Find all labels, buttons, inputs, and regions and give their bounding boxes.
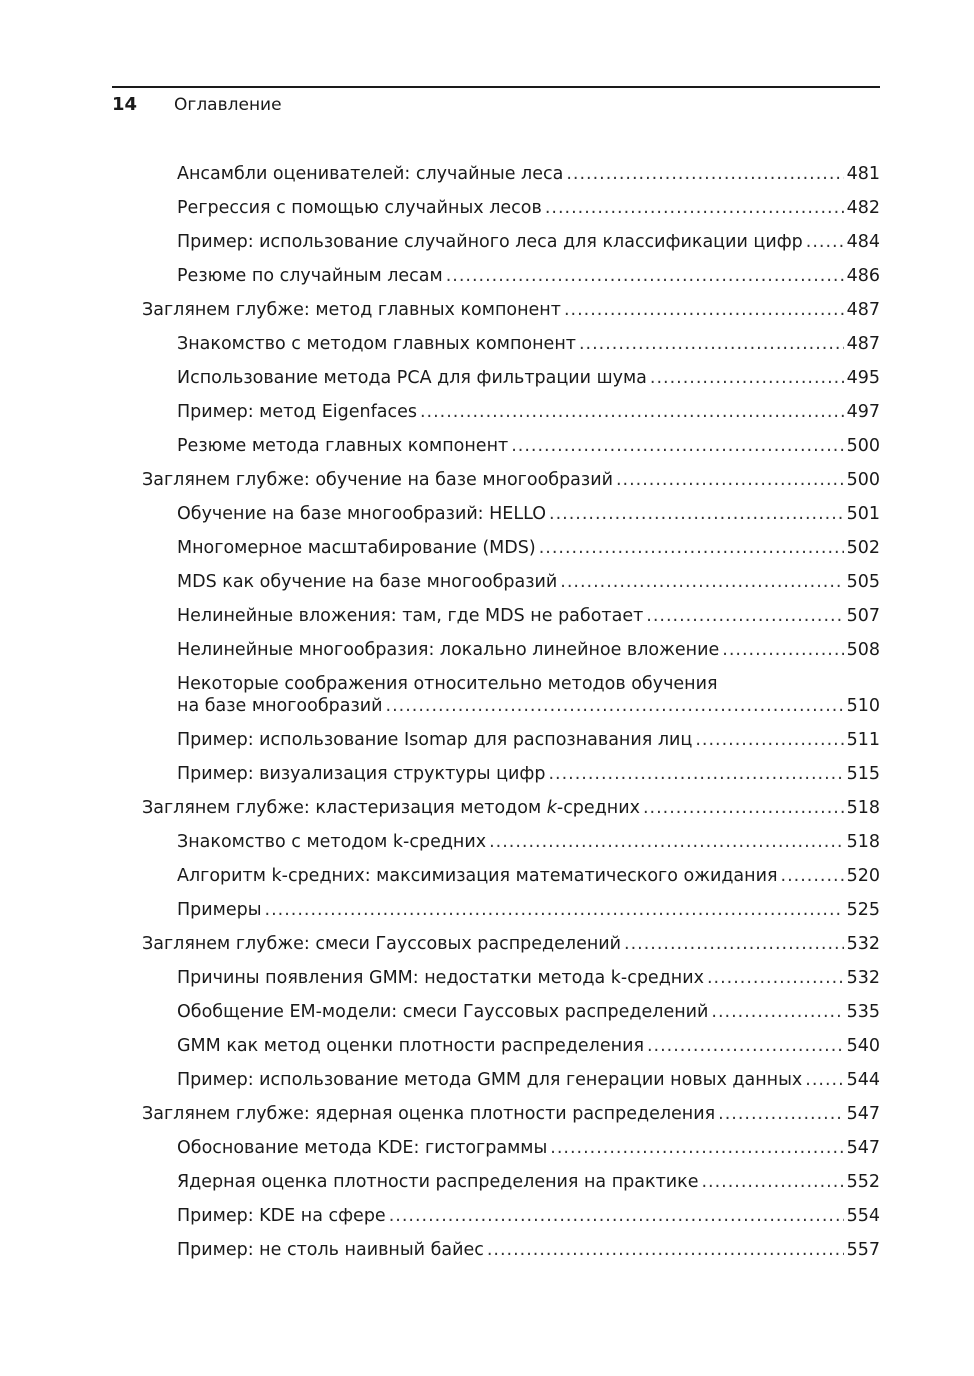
toc-entry-row: [177, 259, 880, 293]
toc-entry-title-prefix: Заглянем глубже: кластеризация методом: [142, 798, 547, 818]
toc-entry-page: 505: [846, 572, 880, 592]
toc-entry-page: 525: [846, 900, 880, 920]
dot-leader: [446, 265, 844, 287]
toc-entry-title: Заглянем глубже: метод главных компонент: [142, 300, 561, 320]
toc-entry-page: 507: [846, 606, 880, 626]
toc-entry-title: Нелинейные многообразия: локально линейное вложение: [177, 640, 720, 660]
toc-subsection-entry[interactable]: [0, 1063, 880, 1097]
toc-entry-row: [177, 531, 880, 565]
running-title: Оглавление: [174, 95, 282, 115]
dot-leader: [579, 333, 844, 355]
dot-leader: [805, 1069, 843, 1091]
toc-subsection-entry[interactable]: [0, 225, 880, 259]
toc-entry-title: Знакомство с методом главных компонент: [177, 334, 576, 354]
toc-entry-page: 501: [846, 504, 880, 524]
toc-entry-title: Обучение на базе многообразий: HELLO: [177, 504, 547, 524]
toc-entry-row: [177, 859, 880, 893]
toc-entry-row: [177, 825, 880, 859]
toc-entry-page: 508: [846, 640, 880, 660]
toc-entry-page: 544: [846, 1070, 880, 1090]
toc-entry-page: 515: [846, 764, 880, 784]
toc-entry-title: Алгоритм k-средних: максимизация математического ожидания: [177, 866, 778, 886]
toc-subsection-entry[interactable]: [0, 191, 880, 225]
toc-entry-row: [177, 695, 880, 723]
toc-entry-title: Резюме метода главных компонент: [177, 436, 509, 456]
dot-leader: [389, 1205, 844, 1227]
toc-entry-row: [177, 893, 880, 927]
toc-entry-row: [177, 723, 880, 757]
toc-section-entry[interactable]: [0, 293, 880, 327]
toc-entry-page: 497: [846, 402, 880, 422]
toc-entry-page: 487: [846, 300, 880, 320]
toc-entry-title: Причины появления GMM: недостатки метода k-средних: [177, 968, 704, 988]
toc-entry-row: [177, 191, 880, 225]
toc-entry-page: 552: [846, 1172, 880, 1192]
toc-subsection-entry[interactable]: [0, 757, 880, 791]
toc-entry-row: [142, 293, 880, 327]
dot-leader: [722, 639, 843, 661]
toc-subsection-entry[interactable]: [0, 893, 880, 927]
toc-subsection-entry[interactable]: [0, 361, 880, 395]
dot-leader: [624, 933, 844, 955]
toc-entry-page: 495: [846, 368, 880, 388]
toc-entry-title-line1: Некоторые соображения относительно методов обучения: [177, 674, 718, 694]
toc-entry-title: Пример: визуализация структуры цифр: [177, 764, 546, 784]
dot-leader: [650, 367, 844, 389]
page-header: [112, 86, 880, 115]
dot-leader: [564, 299, 844, 321]
table-of-contents: [0, 157, 880, 1267]
toc-entry-page: 500: [846, 436, 880, 456]
toc-entry-title: Использование метода PCA для фильтрации шума: [177, 368, 647, 388]
toc-entry-title: Ансамбли оценивателей: случайные леса: [177, 164, 564, 184]
toc-entry-page: 500: [846, 470, 880, 490]
toc-subsection-entry[interactable]: [0, 259, 880, 293]
dot-leader: [265, 899, 844, 921]
toc-subsection-entry[interactable]: [0, 531, 880, 565]
toc-entry-page: 547: [846, 1104, 880, 1124]
toc-subsection-entry[interactable]: [0, 667, 880, 723]
toc-entry-row: [177, 395, 880, 429]
toc-subsection-entry[interactable]: [0, 825, 880, 859]
toc-entry-title: Резюме по случайным лесам: [177, 266, 443, 286]
dot-leader: [560, 571, 843, 593]
toc-subsection-entry[interactable]: [0, 995, 880, 1029]
toc-entry-title: Заглянем глубже: обучение на базе многообразий: [142, 470, 613, 490]
dot-leader: [711, 1001, 843, 1023]
toc-entry-title: Пример: не столь наивный байес: [177, 1240, 484, 1260]
dot-leader: [549, 503, 844, 525]
toc-entry-row: [177, 361, 880, 395]
toc-section-entry[interactable]: [0, 791, 880, 825]
dot-leader: [806, 231, 844, 253]
dot-leader: [386, 695, 844, 717]
dot-leader: [511, 435, 843, 457]
toc-entry-row: [177, 1029, 880, 1063]
dot-leader: [550, 1137, 843, 1159]
toc-subsection-entry[interactable]: [0, 327, 880, 361]
toc-subsection-entry[interactable]: [0, 497, 880, 531]
toc-subsection-entry[interactable]: [0, 1029, 880, 1063]
toc-entry-page: 554: [846, 1206, 880, 1226]
dot-leader: [420, 401, 844, 423]
toc-subsection-entry[interactable]: [0, 1233, 880, 1267]
toc-entry-page: 532: [846, 968, 880, 988]
toc-entry-title: Пример: использование Isomap для распознавания лиц: [177, 730, 693, 750]
toc-entry-row: [177, 995, 880, 1029]
dot-leader: [647, 1035, 844, 1057]
toc-entry-row: [177, 1233, 880, 1267]
toc-entry-title: Регрессия с помощью случайных лесов: [177, 198, 542, 218]
toc-entry-page: 486: [846, 266, 880, 286]
toc-entry-page: 484: [846, 232, 880, 252]
toc-entry-row: [142, 927, 880, 961]
toc-entry-page: 511: [846, 730, 880, 750]
toc-entry-title: Заглянем глубже: ядерная оценка плотности распределения: [142, 1104, 716, 1124]
toc-subsection-entry[interactable]: [0, 429, 880, 463]
dot-leader: [616, 469, 844, 491]
dot-leader: [643, 797, 844, 819]
toc-entry-row: [177, 497, 880, 531]
toc-entry-row: [177, 1131, 880, 1165]
toc-subsection-entry[interactable]: [0, 961, 880, 995]
toc-entry-row: [142, 1097, 880, 1131]
toc-subsection-entry[interactable]: [0, 599, 880, 633]
toc-entry-title: MDS как обучение на базе многообразий: [177, 572, 558, 592]
dot-leader: [487, 1239, 844, 1261]
toc-entry-title: Заглянем глубже: смеси Гауссовых распределений: [142, 934, 622, 954]
toc-entry-page: 557: [846, 1240, 880, 1260]
toc-entry-page: 482: [846, 198, 880, 218]
dot-leader: [489, 831, 843, 853]
toc-entry-title: [142, 797, 640, 819]
toc-entry-page: 532: [846, 934, 880, 954]
toc-entry-row: [177, 429, 880, 463]
toc-entry-title: Нелинейные вложения: там, где MDS не работает: [177, 606, 644, 626]
toc-entry-title: Пример: использование случайного леса для классификации цифр: [177, 232, 803, 252]
dot-leader: [695, 729, 843, 751]
toc-entry-row: [177, 157, 880, 191]
toc-subsection-entry[interactable]: [0, 633, 880, 667]
toc-entry-page: 481: [846, 164, 880, 184]
toc-entry-row: [177, 1063, 880, 1097]
toc-entry-page: 540: [846, 1036, 880, 1056]
toc-entry-row: [142, 791, 880, 825]
toc-subsection-entry[interactable]: [0, 395, 880, 429]
toc-entry-page: 520: [846, 866, 880, 886]
dot-leader: [707, 967, 844, 989]
toc-subsection-entry[interactable]: [0, 723, 880, 757]
toc-entry-row: [177, 633, 880, 667]
toc-subsection-entry[interactable]: [0, 565, 880, 599]
toc-entry-title: Обобщение EM-модели: смеси Гауссовых распределений: [177, 1002, 709, 1022]
dot-leader: [545, 197, 844, 219]
toc-subsection-entry[interactable]: [0, 157, 880, 191]
toc-subsection-entry[interactable]: [0, 1199, 880, 1233]
toc-entry-row: [177, 225, 880, 259]
toc-entry-page: 518: [846, 832, 880, 852]
toc-entry-page: 535: [846, 1002, 880, 1022]
dot-leader: [781, 865, 844, 887]
toc-entry-page: 547: [846, 1138, 880, 1158]
toc-entry-title: Обоснование метода KDE: гистограммы: [177, 1138, 548, 1158]
toc-entry-row: [177, 757, 880, 791]
toc-entry-title-italic: k: [546, 798, 557, 818]
dot-leader: [646, 605, 843, 627]
toc-entry-title: Ядерная оценка плотности распределения на практике: [177, 1172, 699, 1192]
dot-leader: [566, 163, 843, 185]
toc-entry-row: [142, 463, 880, 497]
toc-entry-title: Знакомство с методом k-средних: [177, 832, 487, 852]
toc-entry-title: на базе многообразий: [177, 696, 383, 716]
dot-leader: [701, 1171, 843, 1193]
toc-entry-title-suffix: -средних: [556, 798, 640, 818]
dot-leader: [539, 537, 844, 559]
toc-entry-title: Пример: метод Eigenfaces: [177, 402, 417, 422]
toc-entry-page: 510: [846, 696, 880, 716]
toc-entry-row: [177, 327, 880, 361]
toc-entry-title: Пример: KDE на сфере: [177, 1206, 386, 1226]
toc-entry-title: Пример: использование метода GMM для генерации новых данных: [177, 1070, 803, 1090]
toc-entry-page: 487: [846, 334, 880, 354]
dot-leader: [548, 763, 843, 785]
toc-entry-title: Многомерное масштабирование (MDS): [177, 538, 536, 558]
toc-entry-row: [177, 1165, 880, 1199]
toc-entry-row: [177, 599, 880, 633]
toc-section-entry[interactable]: [0, 463, 880, 497]
toc-entry-row: [177, 1199, 880, 1233]
toc-subsection-entry[interactable]: [0, 1131, 880, 1165]
toc-entry-page: 518: [846, 798, 880, 818]
toc-entry-row: [177, 565, 880, 599]
toc-section-entry[interactable]: [0, 927, 880, 961]
toc-subsection-entry[interactable]: [0, 1165, 880, 1199]
toc-subsection-entry[interactable]: [0, 859, 880, 893]
toc-entry-title: GMM как метод оценки плотности распределения: [177, 1036, 644, 1056]
toc-entry-page: 502: [846, 538, 880, 558]
toc-section-entry[interactable]: [0, 1097, 880, 1131]
toc-entry-row: [177, 961, 880, 995]
dot-leader: [718, 1103, 843, 1125]
page-number: 14: [112, 94, 138, 115]
toc-entry-title: Примеры: [177, 900, 262, 920]
